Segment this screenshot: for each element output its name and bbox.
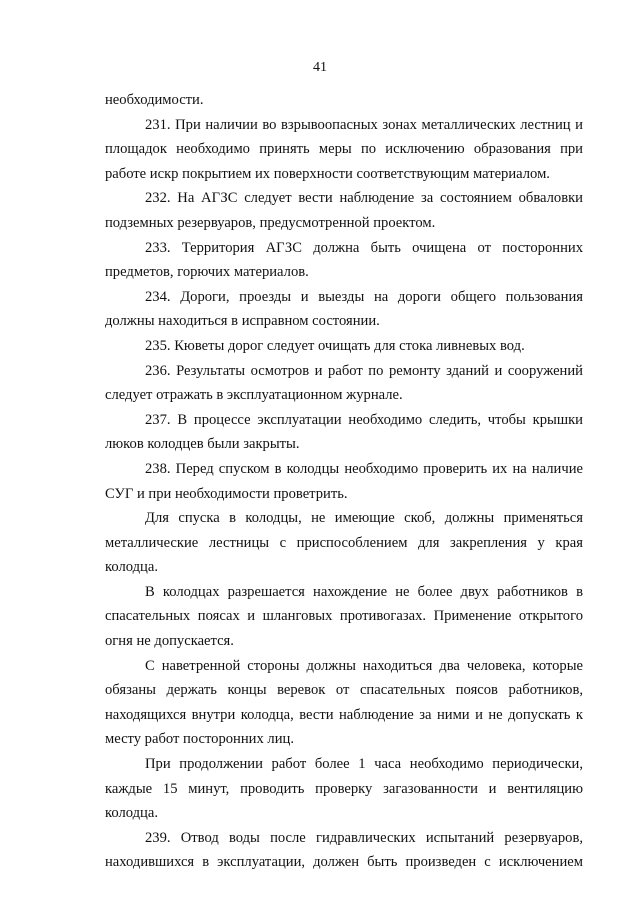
paragraph-235: 235. Кюветы дорог следует очищать для стока ливневых вод.	[145, 337, 525, 354]
paragraph-ladders: Для спуска в колодцы, не имеющие скоб, должны применяться металлические лестницы с приспособлением для закрепления у края колодца.	[105, 510, 583, 576]
paragraph-workers-limit: В колодцах разрешается нахождение не более двух работников в спасательных поясах и шланговых противогазах. Применение открытого огня не допускается.	[105, 583, 583, 650]
paragraph-232: 232. На АГЗС следует вести наблюдение за состоянием обваловки подземных резервуаров, предусмотренной проектом.	[105, 190, 583, 231]
paragraph-234: 234. Дороги, проезды и выезды на дороги общего пользования должны находиться в исправном состоянии.	[105, 288, 583, 330]
paragraph-gas-check: При продолжении работ более 1 часа необходимо периодически, каждые 15 минут, проводить проверку загазованности и вентиляцию колодца.	[105, 756, 583, 822]
paragraph-231: 231. При наличии во взрывоопасных зонах металлических лестниц и площадок необходимо принять меры по исключению образования при работе искр покрытием их поверхности соответствующим материалом.	[105, 116, 583, 182]
paragraph-239: 239. Отвод воды после гидравлических испытаний резервуаров, находившихся в эксплуатации, должен быть произведен с исключением	[105, 829, 583, 871]
paragraph-236: 236. Результаты осмотров и работ по ремонту зданий и сооружений следует отражать в эксплуатационном журнале.	[105, 362, 583, 404]
paragraph-continuation: необходимости.	[105, 92, 204, 108]
paragraph-237: 237. В процессе эксплуатации необходимо следить, чтобы крышки люков колодцев были закрыты.	[105, 411, 583, 453]
paragraph-windward-side: С наветренной стороны должны находиться два человека, которые обязаны держать концы веревок от спасательных поясов работников, находящихся внутри колодца, вести наблюдение за ними и не допускать к месту работ посторонних лиц.	[105, 657, 583, 748]
page-number: 41	[313, 60, 327, 75]
document-body	[105, 88, 583, 875]
paragraph-238: 238. Перед спуском в колодцы необходимо проверить их на наличие СУГ и при необходимости проветрить.	[105, 460, 583, 502]
paragraph-233: 233. Территория АГЗС должна быть очищена от посторонних предметов, горючих материалов.	[105, 239, 583, 281]
